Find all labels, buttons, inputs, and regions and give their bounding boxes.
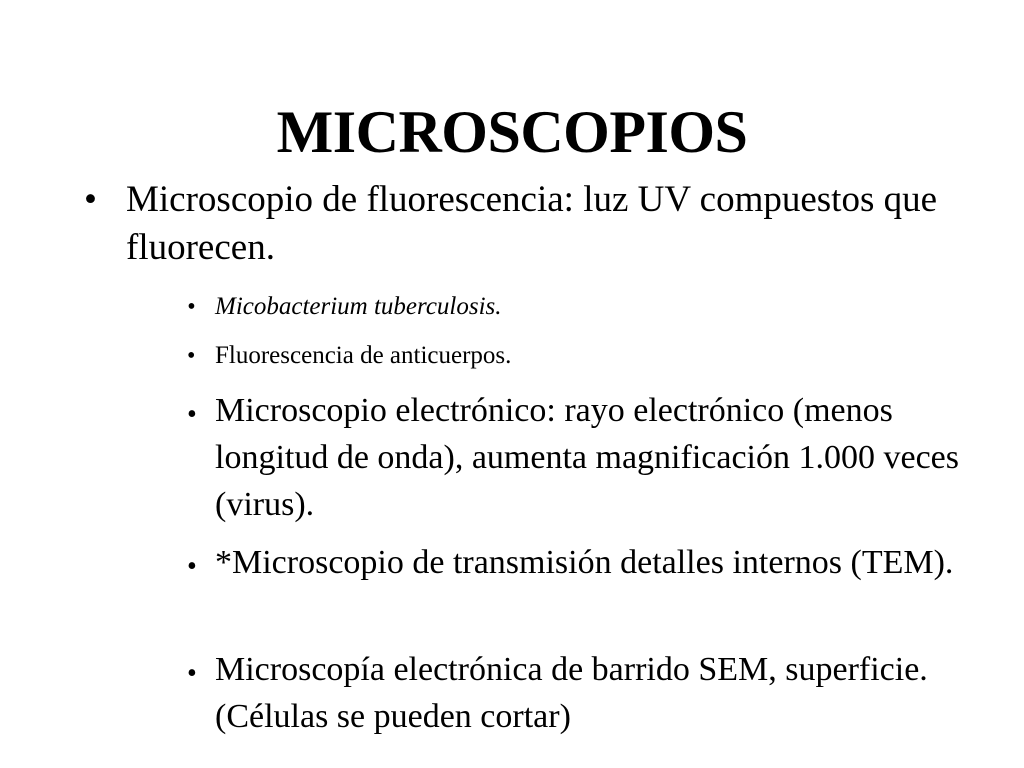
sub-bullet-text: Fluorescencia de anticuerpos. <box>215 342 512 369</box>
sub-bullet-marker: • <box>187 343 196 369</box>
sub-bullet-marker: • <box>187 658 197 689</box>
sub-bullet-text: *Microscopio de transmisión detalles internos (TEM). <box>215 544 954 581</box>
sub-bullet-item <box>187 539 977 586</box>
sub-bullet-text: Microscopía electrónica de barrido SEM, superficie.(Células se pueden cortar) <box>215 651 928 735</box>
sub-bullet-marker: • <box>187 294 196 320</box>
bullet-marker: • <box>84 179 97 220</box>
sub-bullet-item <box>187 387 977 528</box>
sub-bullet-marker: • <box>187 551 197 582</box>
sub-bullet-marker: • <box>187 399 197 430</box>
sub-bullet-item <box>187 291 977 323</box>
main-bullet <box>84 176 984 272</box>
main-bullet-text: Microscopio de fluorescencia: luz UV compuestos que fluorecen. <box>126 179 938 268</box>
sub-bullet-text: Microscopio electrónico: rayo electrónico (menos longitud de onda), aumenta magnificación 1.000 veces (virus). <box>215 392 959 523</box>
slide-title: MICROSCOPIOS <box>276 99 748 165</box>
sub-bullet-text: Micobacterium tuberculosis. <box>215 293 502 320</box>
sub-bullet-item <box>187 646 977 740</box>
sub-bullet-item <box>187 340 977 372</box>
